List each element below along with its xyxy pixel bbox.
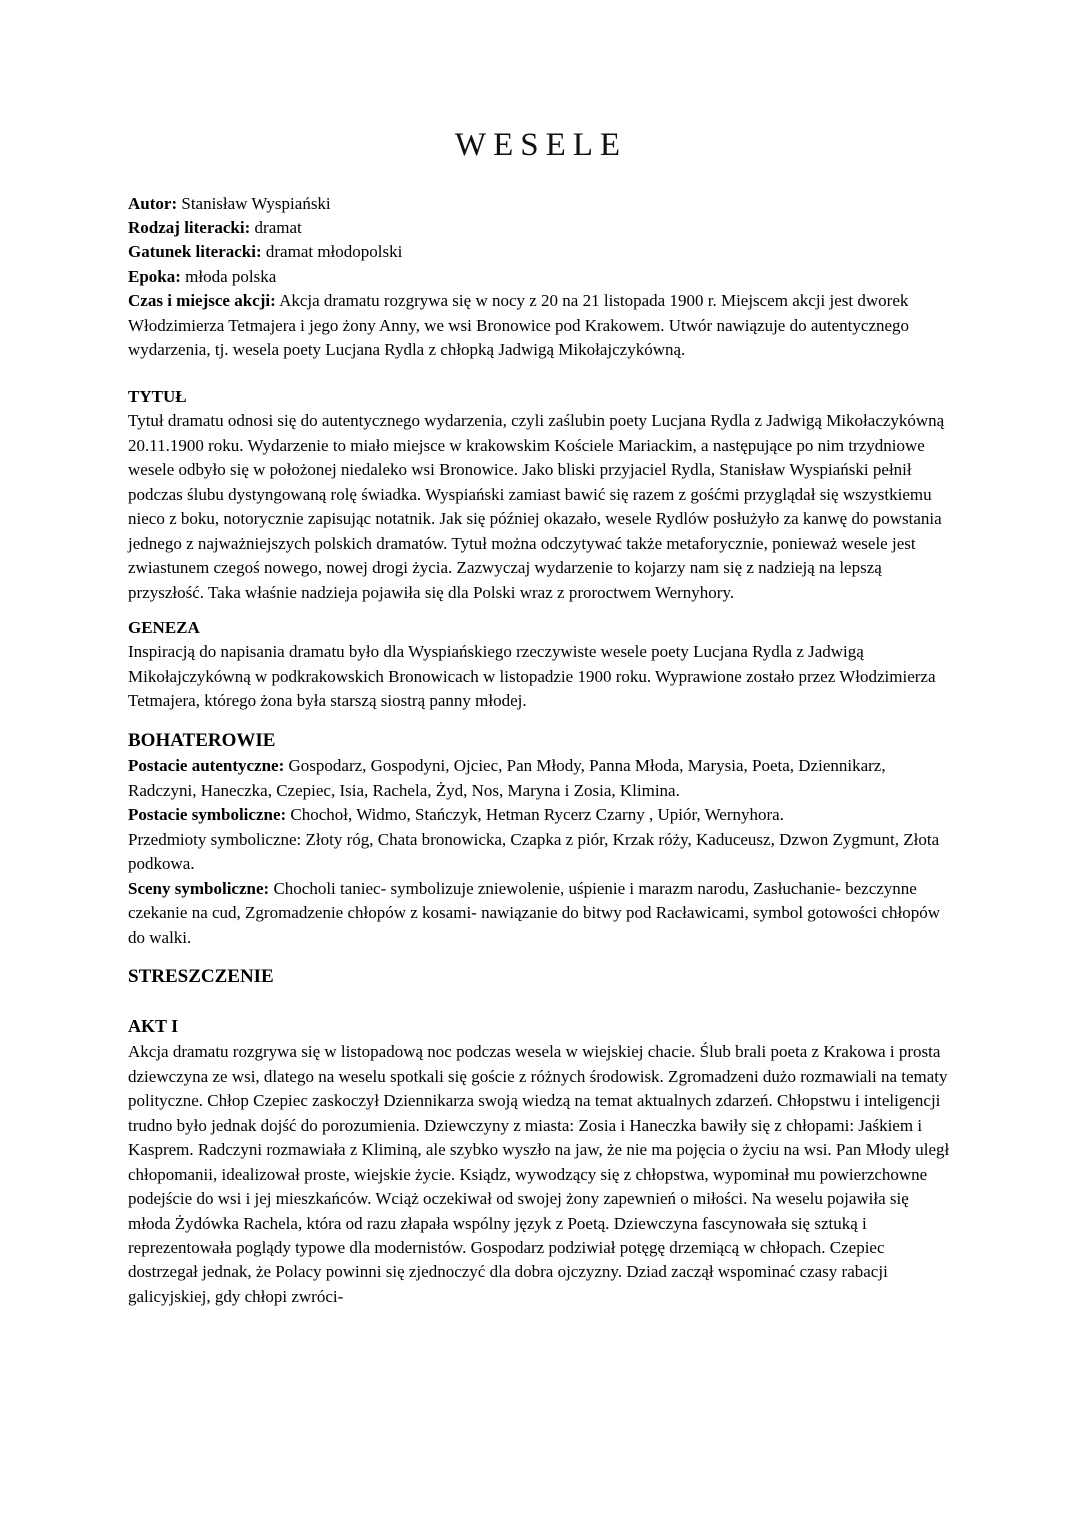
bohaterowie-entry-symboliczne bbox=[128, 803, 954, 827]
info-value-rodzaj: dramat bbox=[250, 217, 302, 237]
bohaterowie-entry-przedmioty bbox=[128, 828, 954, 877]
section-streszczenie-heading: STRESZCZENIE bbox=[128, 966, 274, 987]
section-geneza bbox=[128, 616, 954, 714]
info-block bbox=[128, 192, 954, 363]
section-tytul-heading: TYTUŁ bbox=[128, 386, 187, 406]
entry-value-autentyczne: Gospodarz, Gospodyni, Ojciec, Pan Młody, Panna Młoda, Marysia, Poeta, Dziennikarz, Radczyni, Haneczka, Czepiec, Isia, Rachela, Żyd, Nos, Maryna i Zosia, Klimina. bbox=[128, 756, 886, 800]
section-akt1-body: Akcja dramatu rozgrywa się w listopadową noc podczas wesela w wiejskiej chacie. Ślub brali poeta z Krakowa i prosta dziewczyna ze wsi, dlatego na weselu spotkali się goście z różnych środowisk. Zgromadzeni dużo rozmawiali na tematy polityczne. Chłop Czepiec zaskoczył Dziennikarza swoją wiedzą na temat aktualnych zdarzeń. Chłopstwu i inteligencji trudno było jednak dojść do porozumienia. Dziewczyny z miasta: Zosia i Haneczka bawiły się z chłopami: Jaśkiem i Kasprem. Radczyni rozmawiała z Kliminą, ale szybko wyszło na jaw, że nie ma pojęcia o życiu na wsi. Pan Młody uległ chłopomanii, idealizował proste, wiejskie życie. Ksiądz, wywodzący się z chłopstwa, wypominał mu powierzchowne podejście do wsi i jej mieszkańców. Wciąż oczekiwał od swojej żony zapewnień o miłości. Na weselu pojawiła się młoda Żydówka Rachela, która od razu złapała wspólny język z Poetą. Dziewczyna fascynowała się sztuką i reprezentowała poglądy typowe dla modernistów. Gospodarz podziwiał potęgę drzemiącą w chłopach. Czepiec dostrzegał jednak, że Polacy powinni się zjednoczyć dla dobra ojczyzny. Dziad zaczął wspominać czasy rabacji galicyjskiej, gdy chłopi zwróci- bbox=[128, 1042, 950, 1306]
info-label-epoka: Epoka: bbox=[128, 266, 181, 286]
section-bohaterowie bbox=[128, 727, 954, 950]
section-geneza-heading: GENEZA bbox=[128, 618, 200, 638]
info-label-autor: Autor: bbox=[128, 193, 178, 213]
page-title: WESELE bbox=[454, 127, 628, 163]
bohaterowie-entry-sceny bbox=[128, 877, 954, 950]
section-akt1-heading: AKT I bbox=[128, 1016, 179, 1037]
info-line-rodzaj bbox=[128, 216, 954, 240]
section-geneza-body: Inspiracją do napisania dramatu było dla Wyspiańskiego rzeczywiste wesele poety Lucjana Rydla z Jadwigą Mikołajczykówną w podkrakowskich Bronowicach w listopadzie 1900 roku. Wyprawione zostało przez Włodzimierza Tetmajera, którego żona była starszą siostrą panny młodej. bbox=[128, 642, 936, 711]
entry-label-sceny: Sceny symboliczne: bbox=[128, 878, 270, 898]
entry-value-przedmioty: Przedmioty symboliczne: Złoty róg, Chata bronowicka, Czapka z piór, Krzak róży, Kaduceusz, Dzwon Zygmunt, Złota podkowa. bbox=[128, 829, 940, 874]
info-value-autor: Stanisław Wyspiański bbox=[177, 193, 331, 213]
section-tytul-body: Tytuł dramatu odnosi się do autentycznego wydarzenia, czyli zaślubin poety Lucjana Rydla z Jadwigą Mikołaczykówną 20.11.1900 roku. Wydarzenie to miało miejsce w krakowskim Kościele Mariackim, a następujące po nim trzydniowe wesele odbyło się w położonej niedaleko wsi Bronowice. Jako bliski przyjaciel Rydla, Stanisław Wyspiański pełnił podczas ślubu dystyngowaną rolę świadka. Wyspiański zamiast bawić się razem z gośćmi przyglądał się wszystkiemu nieco z boku, notorycznie zapisując notatnik. Jak się później okazało, wesele Rydlów posłużyło za kanwę do powstania jednego z najważniejszych polskich dramatów. Tytuł można odczytywać także metaforycznie, ponieważ wesele jest zwiastunem czegoś nowego, nowej drogi życia. Zazwyczaj wydarzenie to kojarzy nam się z nadzieją na lepszą przyszłość. Taka właśnie nadzieja pojawiła się dla Polski wraz z proroctwem Wernyhory. bbox=[128, 411, 945, 602]
section-tytul bbox=[128, 385, 954, 605]
entry-value-symboliczne: Chochoł, Widmo, Stańczyk, Hetman Rycerz Czarny , Upiór, Wernyhora. bbox=[286, 805, 784, 825]
info-line-autor bbox=[128, 192, 954, 216]
info-line-czas-miejsce bbox=[128, 289, 954, 362]
info-value-czas-miejsce: Akcja dramatu rozgrywa się w nocy z 20 na 21 listopada 1900 r. Miejscem akcji jest dworek Włodzimierza Tetmajera i jego żony Anny, we wsi Bronowice pod Krakowem. Utwór nawiązuje do autentycznego wydarzenia, tj. wesela poety Lucjana Rydla z chłopką Jadwigą Mikołajczykówną. bbox=[128, 291, 910, 360]
entry-value-sceny: Chocholi taniec- symbolizuje zniewolenie, uśpienie i marazm narodu, Zasłuchanie- bezczynne czekanie na cud, Zgromadzenie chłopów z kosami- nawiązanie do bitwy pod Racławicami, symbol gotowości chłopów do walki. bbox=[128, 878, 940, 947]
info-label-rodzaj: Rodzaj literacki: bbox=[128, 217, 251, 237]
bohaterowie-entry-autentyczne bbox=[128, 754, 954, 803]
info-label-czas-miejsce: Czas i miejsce akcji: bbox=[128, 291, 276, 311]
info-line-epoka bbox=[128, 265, 954, 289]
info-label-gatunek: Gatunek literacki: bbox=[128, 242, 262, 262]
info-line-gatunek bbox=[128, 240, 954, 264]
section-akt1 bbox=[128, 1014, 954, 1309]
entry-label-autentyczne: Postacie autentyczne: bbox=[128, 756, 285, 776]
section-streszczenie bbox=[128, 963, 954, 990]
entry-label-symboliczne: Postacie symboliczne: bbox=[128, 805, 287, 825]
info-value-gatunek: dramat młodopolski bbox=[261, 242, 403, 262]
info-value-epoka: młoda polska bbox=[180, 266, 277, 286]
section-bohaterowie-heading: BOHATEROWIE bbox=[128, 729, 276, 751]
